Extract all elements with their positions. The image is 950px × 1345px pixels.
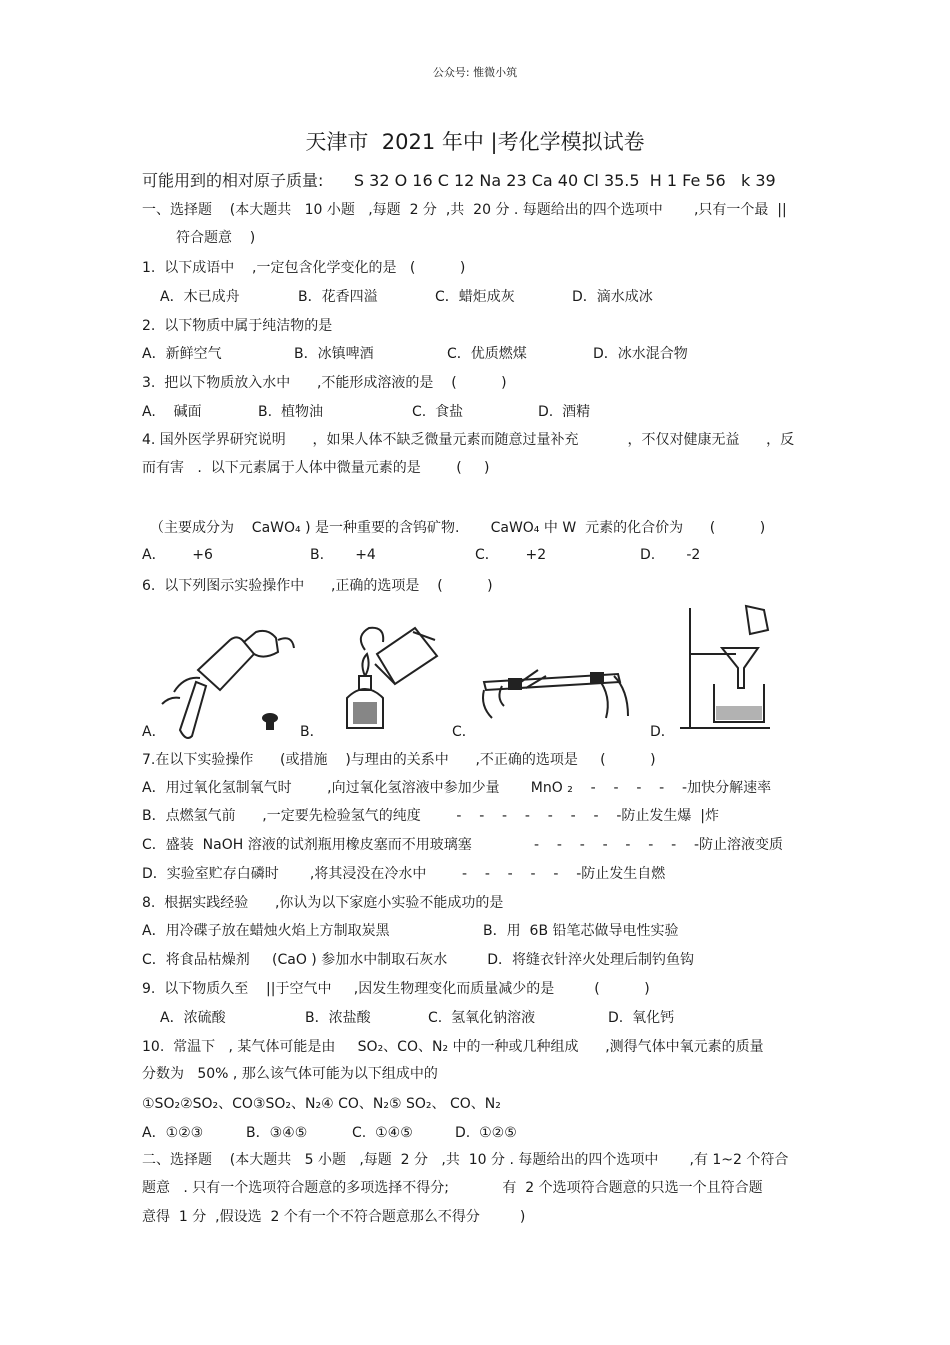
- q9-option-a: A．浓硫酸: [160, 1010, 226, 1026]
- q3-option-a: A. 碱面: [142, 404, 202, 420]
- page-header: 公众号: 惟微小筑: [432, 66, 518, 79]
- atomic-masses-line: 可能用到的相对原子质量: S 32 O 16 C 12 Na 23 Ca 40 Cl 35.5 H 1 Fe 56 k 39: [142, 171, 776, 190]
- q5-option-c: C． +2: [475, 547, 547, 563]
- q3-stem: 3. 把以下物质放入水中 ,不能形成溶液的是 ( ): [142, 375, 507, 391]
- section2-instructions-line3: 意得 1 分 ,假设选 2 个有一个不符合题意那么不得分 ): [142, 1209, 526, 1225]
- figure-a-pouring-liquid: [160, 612, 310, 742]
- q1-option-b: B．花香四溢: [298, 289, 378, 305]
- section1-instructions-line2: 符合题意 ): [176, 230, 256, 246]
- q5-option-a: A． +6: [142, 547, 213, 563]
- q10-option-c: C. ①④⑤: [352, 1125, 413, 1141]
- section1-instructions-line1: 一、选择题 (本大题共 10 小题 ,每题 2 分 ,共 20 分 . 每题给出的四个选项中 ,只有一个最 ||: [142, 202, 787, 218]
- q7-option-d: D．实验室贮存白磷时 ,将其浸没在冷水中 - - - - - -防止发生自燃: [142, 866, 666, 882]
- q9-stem: 9. 以下物质久至 ||于空气中 ,因发生物理变化而质量减少的是 ( ): [142, 981, 650, 997]
- q4-line2: 而有害 . 以下元素属于人体中微量元素的是 ( ): [142, 460, 490, 476]
- figure-d-filtration-setup: [680, 604, 776, 734]
- q1-option-a: A．木已成舟: [160, 289, 240, 305]
- q5-line1: （主要成分为 CaWO₄ ) 是一种重要的含钨矿物. CaWO₄ 中 W 元素的化合价为 ( ): [150, 520, 766, 536]
- q1-stem: 1. 以下成语中 ,一定包含化学变化的是 ( ): [142, 260, 466, 276]
- test-tube-a: [180, 682, 206, 738]
- q5-option-b: B. +4: [310, 547, 376, 563]
- q7-option-c: C．盛装 NaOH 溶液的试剂瓶用橡皮塞而不用玻璃塞 - - - - - - - -防止溶液变质: [142, 837, 784, 853]
- q10-line2: 分数为 50% , 那么该气体可能为以下组成中的: [142, 1066, 438, 1082]
- q3-option-c: C. 食盐: [412, 404, 464, 420]
- figure-c-hands-holding-tube: [478, 656, 638, 728]
- q6-stem: 6. 以下列图示实验操作中 ,正确的选项是 ( ): [142, 578, 493, 594]
- q10-line1: 10. 常温下 , 某气体可能是由 SO₂、CO、N₂ 中的一种或几种组成 ,测得气体中氧元素的质量: [142, 1039, 764, 1055]
- q2-stem: 2. 以下物质中属于纯洁物的是: [142, 318, 333, 334]
- q9-option-b: B．浓盐酸: [305, 1010, 371, 1026]
- q9-option-d: D. 氧化钙: [608, 1010, 675, 1026]
- q2-option-a: A．新鲜空气: [142, 346, 222, 362]
- figure-b-alcohol-lamps: [325, 618, 450, 740]
- q4-line1: 4. 国外医学界研究说明 ，如果人体不缺乏微量元素而随意过量补充 ，不仅对健康无益 ，反: [142, 432, 795, 448]
- section2-instructions-line2: 题意 . 只有一个选项符合题意的多项选择不得分; 有 2 个选项符合题意的只选一个且符合题: [142, 1180, 763, 1196]
- filter-funnel-d: [722, 648, 758, 688]
- q6-label-c: C．: [452, 724, 476, 740]
- section2-instructions-line1: 二、选择题 (本大题共 5 小题 ,每题 2 分 ,共 10 分 . 每题给出的四个选项中 ,有 1~2 个符合: [142, 1152, 789, 1168]
- q3-option-d: D. 酒精: [538, 404, 591, 420]
- q5-option-d: D. -2: [640, 547, 701, 563]
- reagent-bottle-a: [198, 637, 254, 690]
- page-title: 天津市 2021 年中 |考化学模拟试卷: [305, 130, 645, 154]
- q1-option-d: D．滴水成冰: [572, 289, 653, 305]
- q10-option-a: A．①②③: [142, 1125, 204, 1141]
- q2-option-d: D．冰水混合物: [593, 346, 688, 362]
- q8-options-row2: C．将食品枯燥剂 (CaO ) 参加水中制取石灰水 D．将缝衣针淬火处理后制钓鱼钩: [142, 952, 695, 968]
- q1-option-c: C．蜡炬成灰: [435, 289, 515, 305]
- q2-option-c: C．优质燃煤: [447, 346, 527, 362]
- q8-stem: 8. 根据实践经验 ,你认为以下家庭小实验不能成功的是: [142, 895, 504, 911]
- q2-option-b: B．冰镇啤酒: [294, 346, 374, 362]
- q10-line3: ①SO₂②SO₂、CO③SO₂、N₂④ CO、N₂⑤ SO₂、 CO、N₂: [142, 1096, 501, 1112]
- q8-options-row1: A．用冷碟子放在蜡烛火焰上方制取炭黑 B．用 6B 铅笔芯做导电性实验: [142, 923, 679, 939]
- q6-label-b: B．: [300, 724, 324, 740]
- q7-stem: 7.在以下实验操作 (或措施 )与理由的关系中 ,不正确的选项是 ( ): [142, 752, 656, 768]
- q9-option-c: C. 氢氧化钠溶液: [428, 1010, 536, 1026]
- q3-option-b: B. 植物油: [258, 404, 323, 420]
- q10-option-d: D. ①②⑤: [455, 1125, 517, 1141]
- q6-label-d: D．: [650, 724, 675, 740]
- q7-option-a: A．用过氧化氢制氧气时 ,向过氧化氢溶液中参加少量 MnO ₂ - - - - -加快分解速率: [142, 780, 772, 796]
- q10-option-b: B．③④⑤: [246, 1125, 308, 1141]
- q7-option-b: B．点燃氢气前 ,一定要先检验氢气的纯度 - - - - - - - -防止发生爆 |炸: [142, 808, 719, 824]
- q6-label-a: A．: [142, 724, 166, 740]
